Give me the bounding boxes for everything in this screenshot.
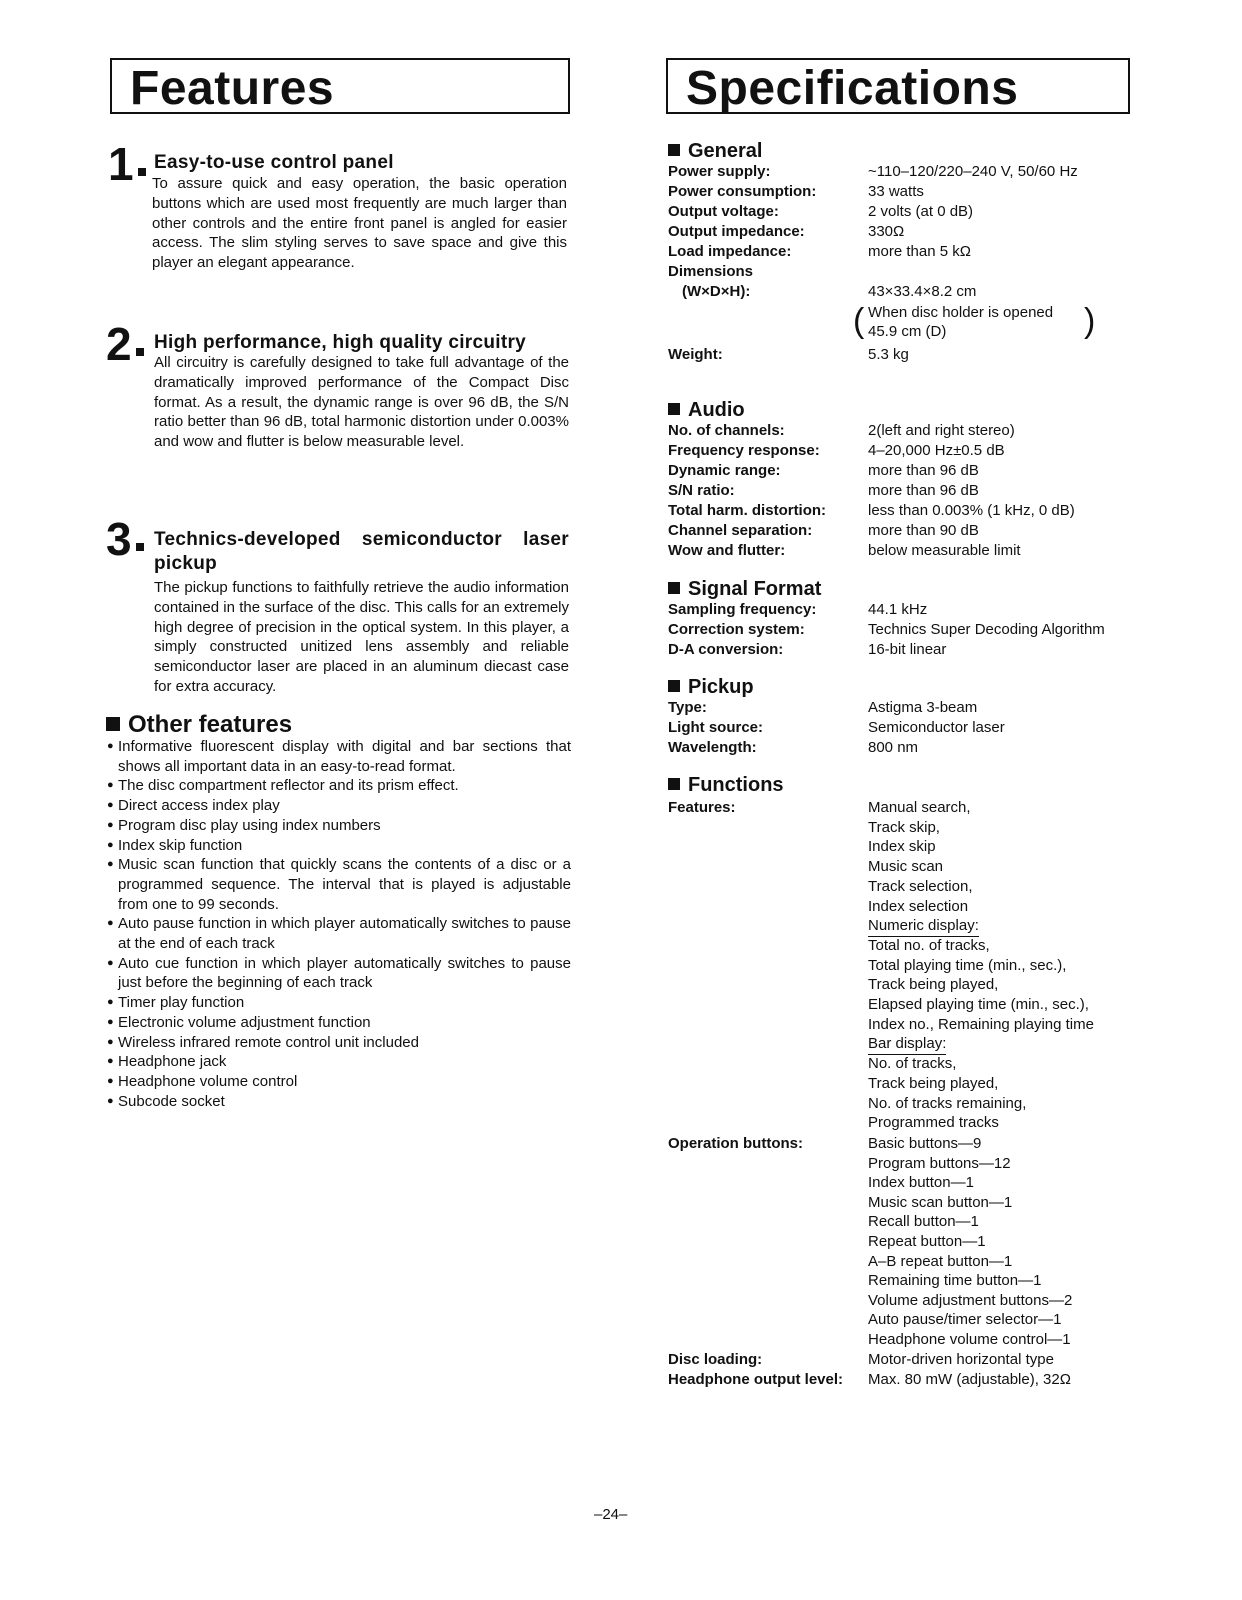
other-feature-item	[106, 855, 571, 914]
feature-title-1: Easy-to-use control panel	[154, 152, 394, 173]
audio-spec-label: Total harm. distortion:	[668, 502, 827, 519]
function-feature-item: Elapsed playing time (min., sec.),	[868, 996, 1089, 1013]
other-feature-item	[106, 914, 571, 953]
feature-body-3: The pickup functions to faithfully retrieve the audio information contained in the surface of the disc. This calls for an extremely high degree of precision in the optical system. In this player, a simply constructed unitized lens assembly and reliable semiconductor laser are placed in an aluminum diecast case for extra accuracy.	[154, 579, 569, 695]
audio-spec-label: Frequency response:	[668, 442, 820, 459]
other-feature-text: Headphone volume control	[118, 1072, 298, 1090]
bullet-icon: ●	[107, 1094, 114, 1107]
bullet-icon: ●	[107, 996, 114, 1009]
function-feature-item: Bar display:	[868, 1034, 946, 1055]
specifications-heading-box	[666, 58, 1130, 114]
bullet-icon: ●	[107, 779, 114, 792]
function-feature-item: Total no. of tracks,	[868, 936, 990, 954]
power-supply-value: ~110–120/220–240 V, 50/60 Hz	[868, 163, 1078, 180]
audio-spec-value: more than 90 dB	[868, 522, 979, 539]
other-feature-text: Informative fluorescent display with digital and bar sections that shows all important data in an easy-to-read format.	[118, 738, 571, 775]
other-feature-item	[106, 1033, 571, 1053]
feature-number-1: 1	[108, 141, 146, 187]
power-consumption-label: Power consumption:	[668, 183, 817, 200]
feature-body-2: All circuitry is carefully designed to take full advantage of the dramatically improved performance of the Compact Disc format. As a result, the dynamic range is over 96 dB, the S/N ratio better than 96 dB, total harmonic distortion under 0.003% and wow and flutter is below measurable level.	[154, 354, 569, 451]
function-feature-item: Index no., Remaining playing time	[868, 1015, 1094, 1033]
other-feature-item	[106, 954, 571, 993]
function-feature-item: Index skip	[868, 838, 936, 856]
signal-spec-label: Correction system:	[668, 621, 805, 638]
pickup-spec-value: Astigma 3-beam	[868, 699, 978, 716]
dimensions-value: 43×33.4×8.2 cm	[868, 283, 977, 300]
headphone-output-value: Max. 80 mW (adjustable), 32Ω	[868, 1371, 1071, 1388]
feature-body-1: To assure quick and easy operation, the basic operation buttons which are used most frequently are much larger than other controls and the entire front panel is angled for easier access. The slim styling serves to save space and give this player an elegant appearance.	[152, 175, 567, 272]
output-impedance-value: 330Ω	[868, 223, 905, 240]
other-feature-item	[106, 1013, 571, 1033]
function-feature-item: Manual search,	[868, 799, 971, 816]
audio-spec-value: 4–20,000 Hz±0.5 dB	[868, 442, 1005, 459]
operation-button-item: Repeat button—1	[868, 1233, 986, 1250]
audio-spec-value: more than 96 dB	[868, 482, 979, 499]
bullet-icon: ●	[107, 956, 114, 969]
signal-spec-label: Sampling frequency:	[668, 601, 817, 618]
dimensions-label: Dimensions	[668, 263, 754, 280]
function-feature-item: Track selection,	[868, 877, 973, 895]
audio-spec-value: 2(left and right stereo)	[868, 422, 1015, 439]
other-feature-text: Auto pause function in which player automatically switches to pause at the end of each track	[118, 915, 571, 953]
features-heading-box	[110, 58, 570, 114]
pickup-spec-label: Wavelength:	[668, 739, 757, 756]
output-voltage-value: 2 volts (at 0 dB)	[868, 203, 974, 220]
audio-heading: Audio	[668, 398, 745, 422]
signal-spec-value: Technics Super Decoding Algorithm	[868, 621, 1105, 638]
operation-button-item: Recall button—1	[868, 1213, 979, 1231]
weight-value: 5.3 kg	[868, 346, 909, 363]
operation-button-item: Remaining time button—1	[868, 1272, 1042, 1290]
function-feature-item: Music scan	[868, 858, 944, 876]
bullet-icon: ●	[107, 838, 114, 851]
audio-spec-value: below measurable limit	[868, 542, 1021, 559]
bullet-icon: ●	[107, 818, 114, 831]
bullet-icon: ●	[107, 858, 114, 871]
output-impedance-label: Output impedance:	[668, 223, 805, 240]
operation-button-item: Index button—1	[868, 1174, 974, 1192]
disc-loading-label: Disc loading:	[668, 1351, 763, 1368]
other-feature-text: Music scan function that quickly scans the contents of a disc or a programmed sequence. The interval that is played is adjustable from one to 99 seconds.	[118, 856, 571, 913]
other-feature-item	[106, 796, 571, 816]
signal-spec-value: 44.1 kHz	[868, 601, 928, 618]
operation-button-item: Program buttons—12	[868, 1154, 1011, 1172]
operation-button-item: Auto pause/timer selector—1	[868, 1311, 1062, 1329]
other-feature-text: Timer play function	[118, 994, 245, 1012]
other-feature-item	[106, 776, 571, 796]
function-feature-item: Track being played,	[868, 1074, 999, 1092]
other-features-list	[106, 737, 571, 1111]
function-feature-item: No. of tracks,	[868, 1055, 957, 1073]
functions-heading: Functions	[668, 773, 784, 797]
pickup-spec-value: 800 nm	[868, 739, 919, 756]
other-feature-text: Headphone jack	[118, 1053, 227, 1071]
features-label: Features:	[668, 799, 736, 816]
pickup-spec-value: Semiconductor laser	[868, 719, 1005, 736]
operation-button-item: Basic buttons—9	[868, 1135, 982, 1152]
feature-number-3: 3	[106, 516, 144, 562]
other-feature-item	[106, 1072, 571, 1092]
other-feature-item	[106, 816, 571, 836]
audio-spec-value: more than 96 dB	[868, 462, 979, 479]
audio-spec-value: less than 0.003% (1 kHz, 0 dB)	[868, 502, 1075, 519]
function-feature-item: Programmed tracks	[868, 1114, 999, 1132]
left-paren: (	[853, 302, 865, 340]
specifications-heading: Specifications	[686, 62, 1019, 115]
bullet-icon: ●	[107, 1055, 114, 1068]
general-heading: General	[668, 139, 762, 163]
feature-title-2: High performance, high quality circuitry	[154, 332, 527, 353]
pickup-heading: Pickup	[668, 675, 754, 699]
operation-button-item: A–B repeat button—1	[868, 1252, 1013, 1270]
dimensions-note-1: When disc holder is opened	[868, 304, 1054, 321]
function-feature-item: Track being played,	[868, 976, 999, 994]
bullet-icon: ●	[107, 1015, 114, 1028]
power-consumption-value: 33 watts	[868, 183, 924, 200]
feature-number-2: 2	[106, 321, 144, 367]
audio-spec-label: No. of channels:	[668, 422, 785, 439]
function-feature-item: Track skip,	[868, 818, 940, 836]
signal-spec-value: 16-bit linear	[868, 641, 947, 658]
function-feature-item: Index selection	[868, 897, 969, 915]
load-impedance-label: Load impedance:	[668, 243, 792, 260]
other-feature-text: Subcode socket	[118, 1092, 225, 1110]
other-features-heading: Other features	[106, 711, 292, 739]
feature-title-3: Technics-developed semiconductor laser pickup	[154, 529, 569, 574]
audio-spec-label: S/N ratio:	[668, 482, 735, 499]
other-feature-item	[106, 1052, 571, 1072]
dimensions-note-2: 45.9 cm (D)	[868, 323, 947, 340]
bullet-icon: ●	[107, 740, 114, 752]
other-feature-text: Index skip function	[118, 836, 243, 854]
power-supply-label: Power supply:	[668, 163, 771, 180]
function-feature-item: Total playing time (min., sec.),	[868, 956, 1067, 974]
bullet-icon: ●	[107, 917, 114, 930]
operation-button-item: Volume adjustment buttons—2	[868, 1291, 1073, 1309]
operation-button-item: Music scan button—1	[868, 1193, 1013, 1211]
output-voltage-label: Output voltage:	[668, 203, 779, 220]
bullet-icon: ●	[107, 799, 114, 812]
audio-spec-label: Channel separation:	[668, 522, 813, 539]
other-feature-text: Auto cue function in which player automatically switches to pause just before the beginning of each track	[118, 954, 571, 992]
headphone-output-label: Headphone output level:	[668, 1371, 844, 1388]
other-feature-item	[106, 836, 571, 856]
weight-label: Weight:	[668, 346, 723, 363]
other-feature-text: Electronic volume adjustment function	[118, 1013, 371, 1031]
right-paren: )	[1084, 302, 1096, 340]
other-feature-text: Wireless infrared remote control unit included	[118, 1033, 419, 1051]
other-feature-item	[106, 1092, 571, 1112]
audio-spec-label: Wow and flutter:	[668, 542, 786, 559]
pickup-spec-label: Type:	[668, 699, 707, 716]
load-impedance-value: more than 5 kΩ	[868, 243, 971, 260]
operation-button-item: Headphone volume control—1	[868, 1331, 1071, 1348]
features-heading: Features	[130, 62, 335, 115]
operation-buttons-label: Operation buttons:	[668, 1135, 803, 1152]
signal-spec-label: D-A conversion:	[668, 641, 784, 658]
function-feature-item: No. of tracks remaining,	[868, 1094, 1027, 1112]
other-feature-item	[106, 737, 571, 776]
dimensions-label-wdh: (W×D×H):	[682, 283, 751, 300]
bullet-icon: ●	[107, 1074, 114, 1087]
function-feature-item: Numeric display:	[868, 916, 979, 937]
other-feature-text: Program disc play using index numbers	[118, 816, 381, 834]
audio-spec-label: Dynamic range:	[668, 462, 781, 479]
other-feature-text: Direct access index play	[118, 797, 280, 815]
other-feature-item	[106, 993, 571, 1013]
pickup-spec-label: Light source:	[668, 719, 764, 736]
page-number: –24–	[594, 1506, 628, 1523]
other-feature-text: The disc compartment reflector and its prism effect.	[118, 777, 459, 795]
disc-loading-value: Motor-driven horizontal type	[868, 1351, 1054, 1368]
signal-format-heading: Signal Format	[668, 577, 821, 601]
bullet-icon: ●	[107, 1035, 114, 1048]
